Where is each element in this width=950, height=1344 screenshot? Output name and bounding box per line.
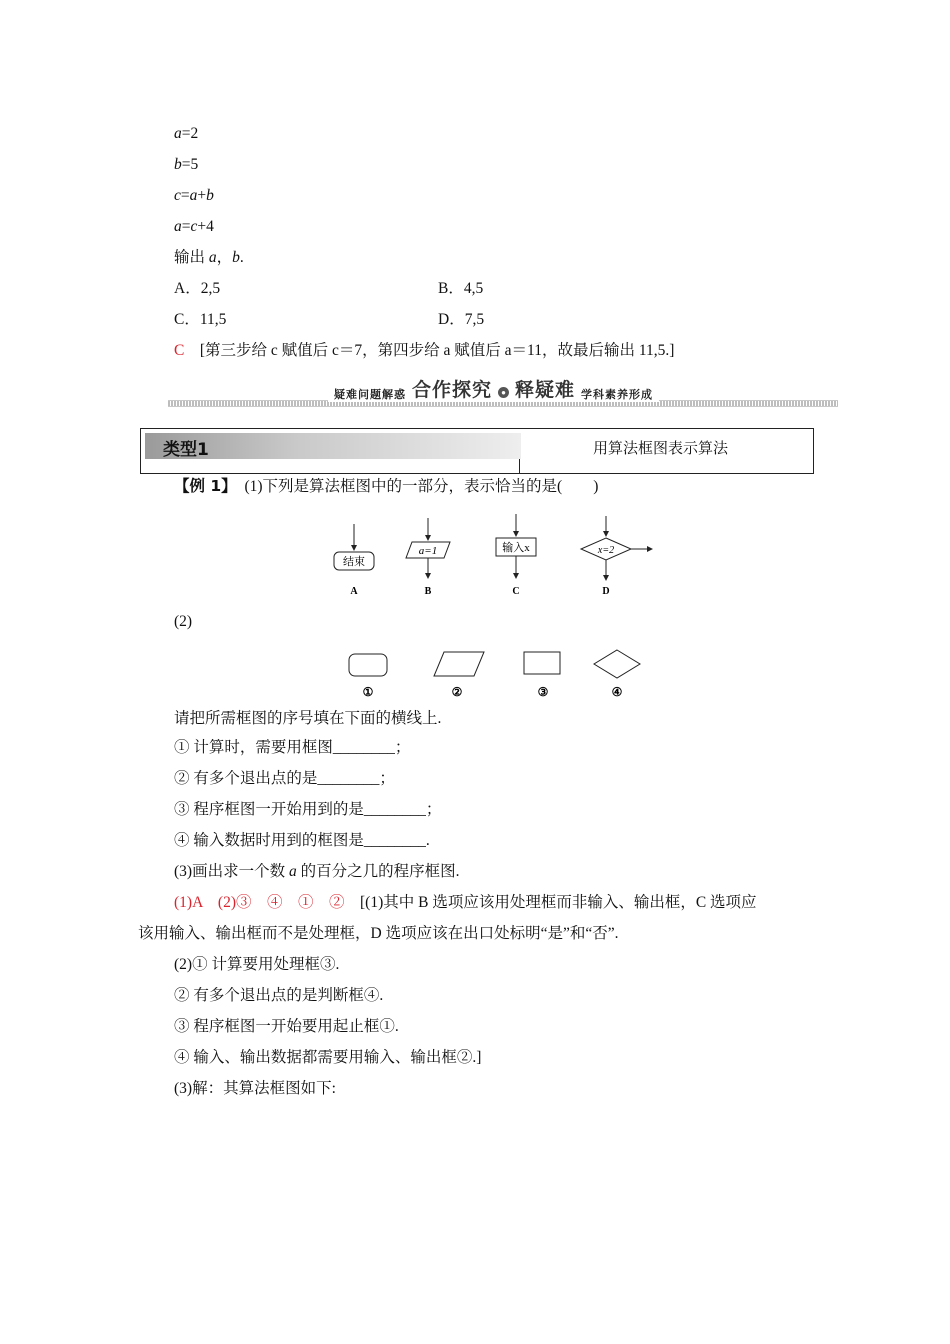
fragment-d	[581, 516, 652, 597]
output-line: 输出 a，b.	[174, 249, 244, 266]
fragment-a	[334, 524, 374, 597]
separator-text: 疑难问题解惑 合作探究 ● 释疑难 学科素养形成	[328, 380, 659, 402]
type-box	[140, 428, 814, 474]
shape-3-caption: ③	[537, 685, 549, 699]
solution-part-3: (3)解：其算法框图如下:	[174, 1080, 336, 1097]
fragment-b-caption: B	[424, 586, 432, 597]
fragment-d-caption: D	[602, 586, 610, 597]
solution-item-1: (2)① 计算要用处理框③.	[174, 956, 340, 973]
assign-c: c=a+b	[174, 187, 214, 204]
fragment-b	[406, 518, 450, 597]
example-question-3: (3)画出求一个数 a 的百分之几的程序框图.	[174, 863, 460, 880]
type-label: 类型1	[163, 440, 209, 460]
q2-prompt: 请把所需框图的序号填在下面的横线上.	[174, 710, 442, 727]
choice-a: A．2,5	[174, 280, 221, 297]
choice-c: C．11,5	[174, 311, 227, 328]
choice-b: B．4,5	[438, 280, 484, 297]
solution-item-3: ③ 程序框图一开始要用起止框①.	[174, 1018, 399, 1035]
q2-item-3: ③ 程序框图一开始用到的是________；	[174, 801, 442, 818]
shape-2-caption: ②	[451, 685, 463, 699]
section-separator	[168, 380, 838, 408]
shape-rectangle	[524, 652, 560, 699]
basic-shapes-figure	[340, 646, 650, 702]
example-question-2: (2)	[174, 613, 193, 630]
q2-item-4: ④ 输入数据时用到的框图是________.	[174, 832, 430, 849]
fragment-a-caption: A	[350, 586, 358, 597]
fragment-c-text: 输入x	[502, 542, 530, 554]
fragment-d-text: x=2	[597, 545, 615, 556]
q2-item-2: ② 有多个退出点的是________；	[174, 770, 395, 787]
shape-terminal	[349, 654, 387, 699]
fragment-a-text: 结束	[343, 556, 365, 568]
fragment-b-text: a=1	[418, 545, 438, 557]
assign-b: b=5	[174, 156, 199, 173]
example-question-1: 【例 1】 (1)下列是算法框图中的一部分，表示恰当的是( )	[174, 477, 599, 495]
shape-4-caption: ④	[611, 685, 623, 699]
solution-item-4: ④ 输入、输出数据都需要用输入、输出框②.]	[174, 1049, 482, 1066]
type-title: 用算法框图表示算法	[593, 439, 729, 457]
q2-item-1: ① 计算时，需要用框图________；	[174, 739, 411, 756]
fragment-c	[496, 514, 536, 597]
solution-item-2: ② 有多个退出点的是判断框④.	[174, 987, 384, 1004]
choice-d: D．7,5	[438, 311, 485, 328]
shape-diamond	[594, 650, 640, 699]
type-divider	[519, 459, 520, 473]
fragment-c-caption: C	[512, 586, 520, 597]
solution-line-2: 该用输入、输出框而不是处理框，D 选项应该在出口处标明“是”和“否”.	[138, 925, 619, 942]
assign-a: a=2	[174, 125, 199, 142]
assign-a2: a=c+4	[174, 218, 214, 235]
shape-parallelogram	[434, 652, 484, 699]
solution-line-1: (1)A (2)③ ④ ① ② [(1)其中 B 选项应该用处理框而非输入、输出框，C 选项应	[174, 894, 757, 911]
flowchart-fragments-figure	[320, 512, 660, 604]
answer-1: C [第三步给 c 赋值后 c＝7，第四步给 a 赋值后 a＝11，故最后输出 11,5.]	[174, 342, 675, 359]
shape-1-caption: ①	[362, 685, 374, 699]
separator-dot-icon: ●	[498, 387, 509, 398]
